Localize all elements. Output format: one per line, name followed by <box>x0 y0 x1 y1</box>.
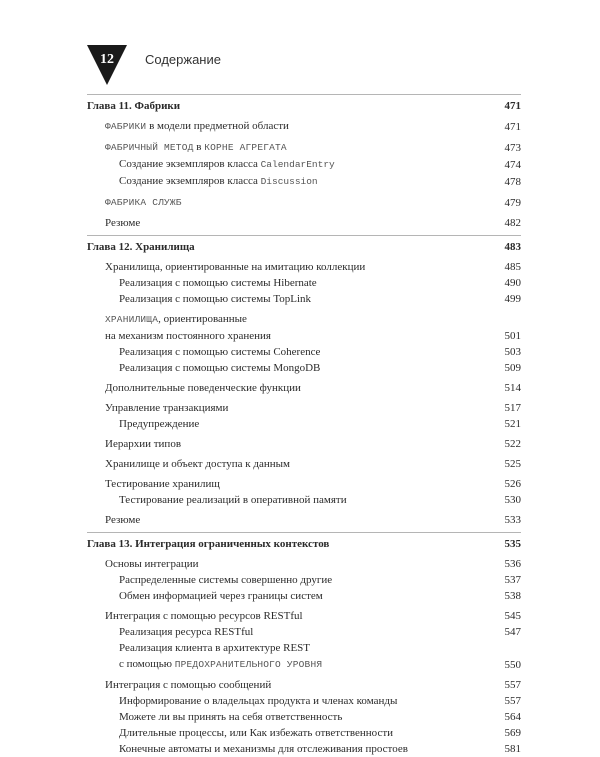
small-caps-term: ФАБРИКА СЛУЖБ <box>105 197 182 208</box>
toc-entry[interactable] <box>87 139 521 156</box>
entry-text: Хранилище и объект доступа к данным <box>105 458 290 470</box>
entry-text: , ориентированные <box>158 313 247 325</box>
entry-text: Информирование о владельцах продукта и членах команды <box>119 695 398 707</box>
page-ref: 522 <box>504 438 521 450</box>
toc-entry[interactable] <box>87 608 521 624</box>
entry-text: Реализация с помощью системы Coherence <box>119 346 321 358</box>
page-ref: 564 <box>504 711 521 723</box>
running-title: Содержание <box>145 52 221 67</box>
entry-text: Можете ли вы принять на себя ответственность <box>119 711 343 723</box>
entry-text: в модели предметной области <box>146 120 289 132</box>
entry-text: Интеграция с помощью сообщений <box>105 679 272 691</box>
toc-entry[interactable] <box>87 311 521 344</box>
toc-subentry[interactable] <box>87 416 521 432</box>
entry-text: Управление транзакциями <box>105 402 229 414</box>
toc-chapter-12[interactable] <box>87 235 521 255</box>
chapter-title: Глава 13. Интеграция ограниченных контекстов <box>87 538 330 550</box>
chapter-title: Глава 11. Фабрики <box>87 100 181 112</box>
toc-entry[interactable] <box>87 456 521 472</box>
toc-entry[interactable] <box>87 677 521 693</box>
small-caps-term: ПРЕДОХРАНИТЕЛЬНОГО УРОВНЯ <box>174 659 323 670</box>
page-ref: 581 <box>504 743 521 755</box>
toc-entry[interactable] <box>87 556 521 572</box>
page-ref: 514 <box>504 382 521 394</box>
page-ref: 509 <box>504 362 521 374</box>
page-ref: 537 <box>504 574 521 586</box>
page-header <box>87 45 527 85</box>
page-ref: 485 <box>504 261 521 273</box>
entry-text: Создание экземпляров класса <box>119 175 261 187</box>
page-ref: 569 <box>504 727 521 739</box>
entry-text: Реализация с помощью системы TopLink <box>119 293 312 305</box>
code-term: Discussion <box>260 176 318 187</box>
page-ref: 490 <box>504 277 521 289</box>
entry-text: Реализация клиента в архитектуре REST <box>119 642 311 654</box>
toc-entry[interactable] <box>87 194 521 211</box>
page-ref: 557 <box>504 679 521 691</box>
page-ref: 521 <box>504 418 521 430</box>
entry-text: Резюме <box>105 217 141 229</box>
entry-text: Создание экземпляров класса <box>119 158 261 170</box>
small-caps-term: КОРНЕ АГРЕГАТА <box>204 142 287 153</box>
toc-subentry[interactable] <box>87 492 521 508</box>
toc-subentry[interactable] <box>87 360 521 376</box>
entry-text: Длительные процессы, или Как избежать ответственности <box>119 727 394 739</box>
toc-subentry[interactable] <box>87 709 521 725</box>
toc-entry[interactable] <box>87 259 521 275</box>
page-ref: 557 <box>504 695 521 707</box>
entry-text: в <box>193 141 205 153</box>
entry-text-continuation: на механизм постоянного хранения <box>105 330 271 342</box>
page-ref: 533 <box>504 514 521 526</box>
page-ref: 526 <box>504 478 521 490</box>
entry-text: Дополнительные поведенческие функции <box>105 382 301 394</box>
toc-entry[interactable] <box>87 118 521 135</box>
small-caps-term: ФАБРИЧНЫЙ МЕТОД <box>105 142 194 153</box>
page-ref: 482 <box>504 217 521 229</box>
page-ref: 474 <box>504 159 521 171</box>
code-term: CalendarEntry <box>260 159 335 170</box>
page-ref: 525 <box>504 458 521 470</box>
toc-subentry[interactable] <box>87 741 521 757</box>
small-caps-term: ФАБРИКИ <box>105 121 147 132</box>
toc-subentry[interactable] <box>87 693 521 709</box>
page-ref: 471 <box>504 100 521 112</box>
toc-subentry[interactable] <box>87 173 521 190</box>
page-ref: 478 <box>504 176 521 188</box>
entry-text: Предупреждение <box>119 418 200 430</box>
entry-text: Интеграция с помощью ресурсов RESTful <box>105 610 303 622</box>
toc-subentry[interactable] <box>87 624 521 640</box>
toc-entry[interactable] <box>87 400 521 416</box>
entry-text: Основы интеграции <box>105 558 199 570</box>
entry-text: Резюме <box>105 514 141 526</box>
page-ref: 471 <box>504 121 521 133</box>
entry-text: Реализация с помощью системы Hibernate <box>119 277 317 289</box>
toc-subentry[interactable] <box>87 725 521 741</box>
page-ref: 501 <box>504 330 521 342</box>
page-ref: 499 <box>504 293 521 305</box>
page-ref: 536 <box>504 558 521 570</box>
toc-chapter-11[interactable] <box>87 94 521 114</box>
entry-text: Распределенные системы совершенно другие <box>119 574 333 586</box>
toc-subentry[interactable] <box>87 588 521 604</box>
entry-text-continuation: с помощью <box>119 658 175 670</box>
page-ref: 479 <box>504 197 521 209</box>
toc-entry[interactable] <box>87 476 521 492</box>
page-ref: 535 <box>504 538 521 550</box>
entry-text: Хранилища, ориентированные на имитацию коллекции <box>105 261 366 273</box>
entry-text: Конечные автоматы и механизмы для отслеживания простоев <box>119 743 408 755</box>
page-ref: 517 <box>504 402 521 414</box>
entry-text: Реализация с помощью системы MongoDB <box>119 362 321 374</box>
toc-entry[interactable] <box>87 512 521 528</box>
toc-subentry[interactable] <box>87 156 521 173</box>
page-ref: 503 <box>504 346 521 358</box>
chapter-title: Глава 12. Хранилища <box>87 241 195 253</box>
page-ref: 538 <box>504 590 521 602</box>
page-ref: 547 <box>504 626 521 638</box>
page-ref: 550 <box>504 659 521 671</box>
table-of-contents <box>87 94 521 757</box>
toc-entry[interactable] <box>87 436 521 452</box>
toc-subentry[interactable] <box>87 572 521 588</box>
toc-subentry[interactable] <box>87 275 521 291</box>
toc-entry[interactable] <box>87 215 521 231</box>
page-ref: 530 <box>504 494 521 506</box>
page-number-badge <box>87 45 127 85</box>
toc-chapter-13[interactable] <box>87 532 521 552</box>
entry-text: Обмен информацией через границы систем <box>119 590 323 602</box>
toc-entry[interactable] <box>87 380 521 396</box>
page-number: 12 <box>100 52 114 67</box>
small-caps-term: ХРАНИЛИЩА <box>105 314 159 325</box>
toc-subentry[interactable] <box>87 291 521 307</box>
page-ref: 473 <box>504 142 521 154</box>
entry-text: Реализация ресурса RESTful <box>119 626 254 638</box>
toc-subentry[interactable] <box>87 640 521 673</box>
toc-subentry[interactable] <box>87 344 521 360</box>
entry-text: Тестирование реализаций в оперативной памяти <box>119 494 347 506</box>
entry-text: Тестирование хранилищ <box>105 478 220 490</box>
page-ref: 545 <box>504 610 521 622</box>
entry-text: Иерархии типов <box>105 438 182 450</box>
page-ref: 483 <box>504 241 521 253</box>
